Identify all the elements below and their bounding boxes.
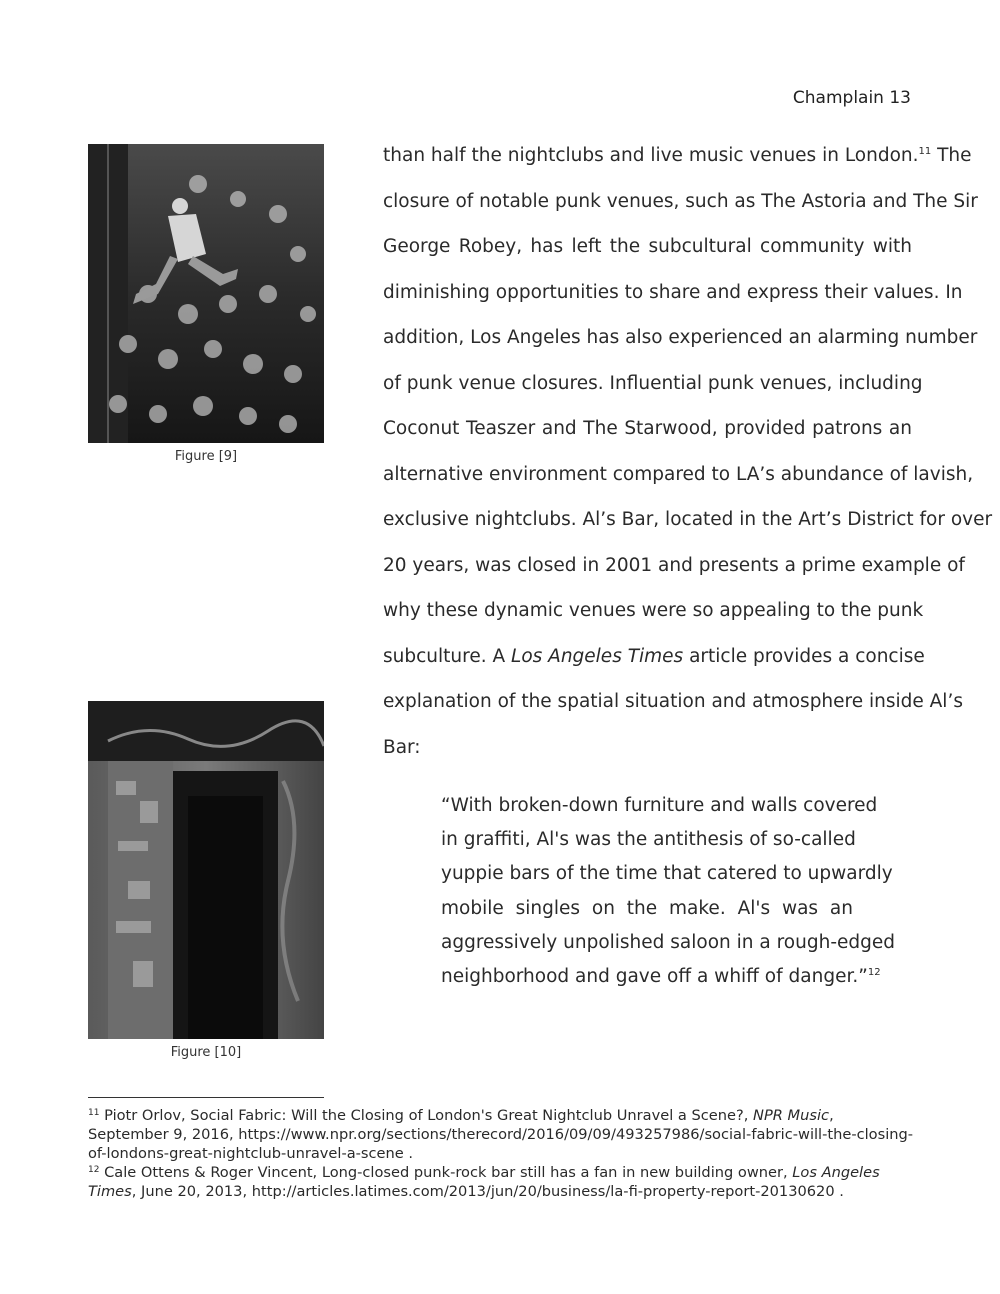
body-line: of punk venue closures. Influential punk venues, including [383,372,923,394]
figure-9-caption: Figure [9] [174,449,238,464]
block-quote [441,789,895,994]
body-line: addition, Los Angeles has also experienced an alarming number [383,327,978,348]
quote-line: mobile singles on the make. Al's was an [441,897,853,919]
figure-9 [88,144,324,464]
body-line: why these dynamic venues were so appealing to the punk [383,600,924,621]
body-line: closure of notable punk venues, such as The Astoria and The Sir [383,190,978,212]
footnote-12-link[interactable]: , June 20, 2013, http://articles.latimes.com/2013/jun/20/business/la-fi-property-report-20130620 . [131,1183,844,1200]
body-line: exclusive nightclubs. Al’s Bar, located in the Art’s District for over [383,509,993,530]
footnote-ref-12[interactable]: 12 [867,967,881,979]
body-line: alternative environment compared to LA’s abundance of lavish, [383,463,974,485]
body-paragraph [383,133,993,770]
footnotes [88,1106,918,1201]
footnote-12: $^{12}$ Cale Ottens & Roger Vincent, Long-closed punk-rock bar still has a fan in new building owner, Los Angeles Times, June 20, 2013, http://articles.latimes.com/2013/jun/20/business/la-fi-property-report-20130620 . [88,1164,880,1200]
quote-line: “With broken-down furniture and walls covered [441,795,878,816]
graffiti-doorway-photo-icon [88,701,324,1039]
punk-crowd-photo-icon [88,144,324,443]
quote-line: neighborhood and gave off a whiff of danger.”$^{12}$ [441,966,881,988]
body-line: subculture. A Los Angeles Times article provides a concise [383,645,925,667]
body-line: 20 years, was closed in 2001 and presents a prime example of [383,554,965,576]
body-line: Coconut Teaszer and The Starwood, provided patrons an [383,418,912,439]
page-header: Champlain 13 [792,88,911,108]
body-line: diminishing opportunities to share and express their values. In [383,281,963,303]
figure-10-caption: Figure [10] [170,1045,242,1060]
footnote-divider [88,1097,324,1098]
quote-line: in graffiti, Al's was the antithesis of so-called [441,829,856,851]
body-line: George Robey, has left the subcultural community with [383,236,912,257]
body-line: explanation of the spatial situation and atmosphere inside Al’s [383,691,963,712]
footnote-11-link[interactable]: , September 9, 2016, https://www.npr.org/sections/therecord/2016/09/09/493257986/social-fabric-will-the-closing-of-londons-great-nightclub-unravel-a-scene . [88,1107,914,1162]
footnote-11: $^{11}$ Piotr Orlov, Social Fabric: Will the Closing of London's Great Nightclub Unravel a Scene?, NPR Music, September 9, 2016, https://www.npr.org/sections/therecord/2016/09/09/493257986/social-fabric-will-the-closing-of-londons-great-nightclub-unravel-a-scene . [88,1107,914,1162]
footnote-ref-11[interactable]: 11 [918,146,932,157]
body-line: Bar: [383,736,421,758]
body-line: than half the nightclubs and live music venues in London.$^{11}$ The [383,145,972,166]
quote-line: yuppie bars of the time that catered to upwardly [441,863,893,885]
quote-line: aggressively unpolished saloon in a rough-edged [441,931,895,953]
figure-10 [88,701,324,1060]
